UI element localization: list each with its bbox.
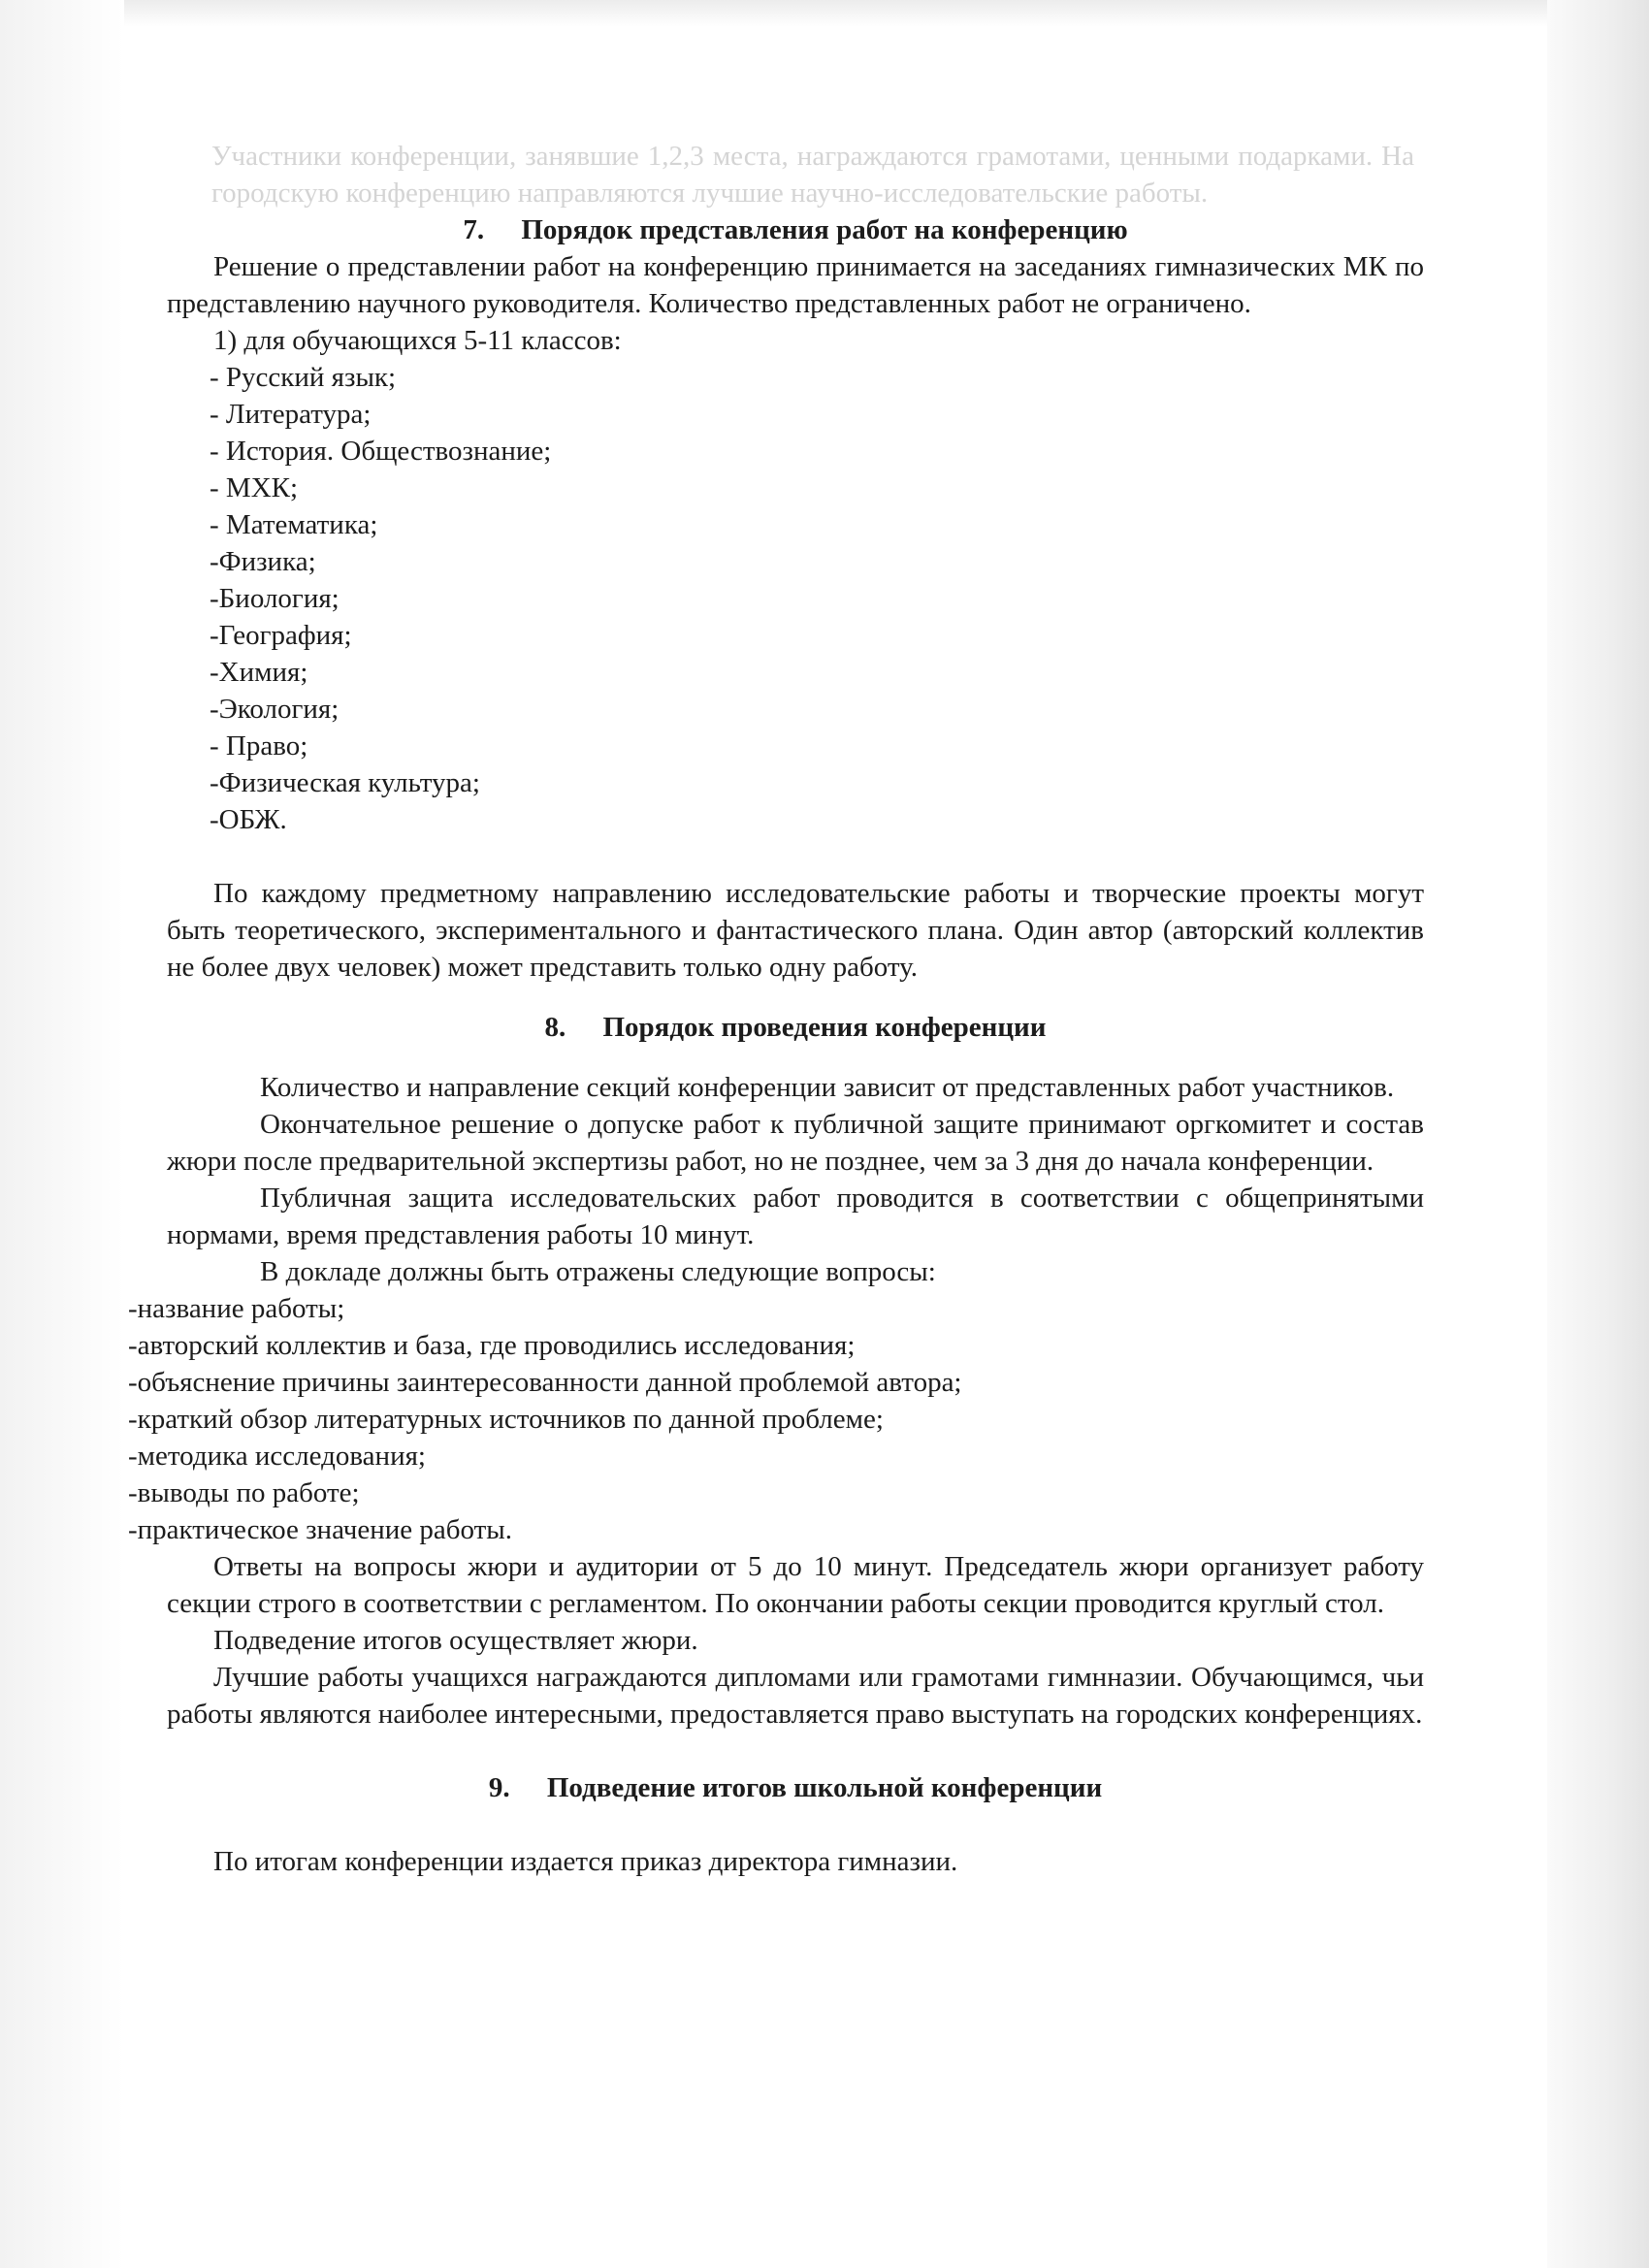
section-8-number: 8. (544, 1012, 566, 1043)
subject-item: - МХК; (210, 472, 299, 503)
section-8-paragraph-3: Публичная защита исследовательских работ проводится в соответствии с общепринятыми нормами, время представления работы 10 минут. (167, 1183, 1424, 1250)
report-item: -практическое значение работы. (128, 1514, 513, 1545)
subjects-list (167, 359, 1424, 838)
report-item: -выводы по работе; (128, 1477, 360, 1508)
section-9-title: Подведение итогов школьной конференции (546, 1772, 1103, 1803)
report-intro: В докладе должны быть отражены следующие вопросы: (260, 1256, 936, 1287)
scan-right-margin (1547, 0, 1649, 2268)
report-items-list (128, 1290, 1424, 1548)
report-item: -методика исследования; (128, 1441, 426, 1472)
section-9-paragraph-1: По итогам конференции издается приказ директора гимназии. (213, 1846, 958, 1877)
report-item: -объяснение причины заинтересованности данной проблемой автора; (128, 1367, 962, 1398)
section-7-paragraph-1: Решение о представлении работ на конференцию принимается на заседаниях гимназических МК по представлению научного руководителя. Количество представленных работ не ограничено. (167, 251, 1424, 319)
section-7-title: Порядок представления работ на конференцию (521, 214, 1128, 245)
subject-item: - История. Обществознание; (210, 436, 552, 467)
subject-item: - Литература; (210, 399, 372, 430)
ghost-header-text: Участники конференции, занявшие 1,2,3 места, награждаются грамотами, ценными подарками. На городскую конференцию направляются лучшие научно-исследовательские работы. (211, 141, 1414, 209)
section-8-paragraph-4: Ответы на вопросы жюри и аудитории от 5 до 10 минут. Председатель жюри организует работу секции строго в соответствии с регламентом. По окончании работы секции проводится круглый стол. (167, 1551, 1424, 1619)
report-item: -авторский коллектив и база, где проводились исследования; (128, 1330, 856, 1361)
subject-item: -Экология; (210, 694, 340, 725)
section-7-heading (167, 211, 1424, 248)
subject-item: -Химия; (210, 657, 308, 688)
subject-item: - Право; (210, 730, 308, 761)
section-8-paragraph-5: Подведение итогов осуществляет жюри. (213, 1625, 698, 1656)
bleed-through-text (211, 138, 1414, 211)
section-7-list-intro: 1) для обучающихся 5-11 классов: (213, 325, 622, 356)
report-item: -название работы; (128, 1293, 345, 1324)
subject-item: -Физика; (210, 546, 316, 577)
section-8-paragraph-1: Количество и направление секций конференции зависит от представленных работ участников. (260, 1072, 1395, 1103)
report-item: -краткий обзор литературных источников по данной проблеме; (128, 1404, 884, 1435)
subject-item: - Математика; (210, 509, 378, 540)
section-8-heading (167, 1009, 1424, 1046)
subject-item: -Физическая культура; (210, 767, 480, 798)
subject-item: - Русский язык; (210, 362, 397, 393)
section-8-title: Порядок проведения конференции (602, 1012, 1047, 1043)
subject-item: -География; (210, 620, 352, 651)
document-page (128, 211, 1424, 1880)
scan-top-margin (124, 0, 1547, 27)
subject-item: -ОБЖ. (210, 804, 287, 835)
scan-left-margin (0, 0, 124, 2268)
section-9-heading (167, 1769, 1424, 1806)
section-8-paragraph-2: Окончательное решение о допуске работ к публичной защите принимают оргкомитет и состав жюри после предварительной экспертизы работ, но не позднее, чем за 3 дня до начала конференции. (167, 1109, 1424, 1177)
subject-item: -Биология; (210, 583, 340, 614)
section-7-paragraph-2: По каждому предметному направлению исследовательские работы и творческие проекты могут быть теоретического, экспериментального и фантастического плана. Один автор (авторский коллектив не более двух человек) может представить только одну работу. (167, 878, 1424, 983)
section-9-number: 9. (488, 1772, 510, 1803)
section-8-paragraph-6: Лучшие работы учащихся награждаются дипломами или грамотами гимнназии. Обучающимся, чьи работы являются наиболее интересными, предоставляется право выступать на городских конференциях. (167, 1662, 1424, 1730)
section-7-number: 7. (463, 214, 485, 245)
